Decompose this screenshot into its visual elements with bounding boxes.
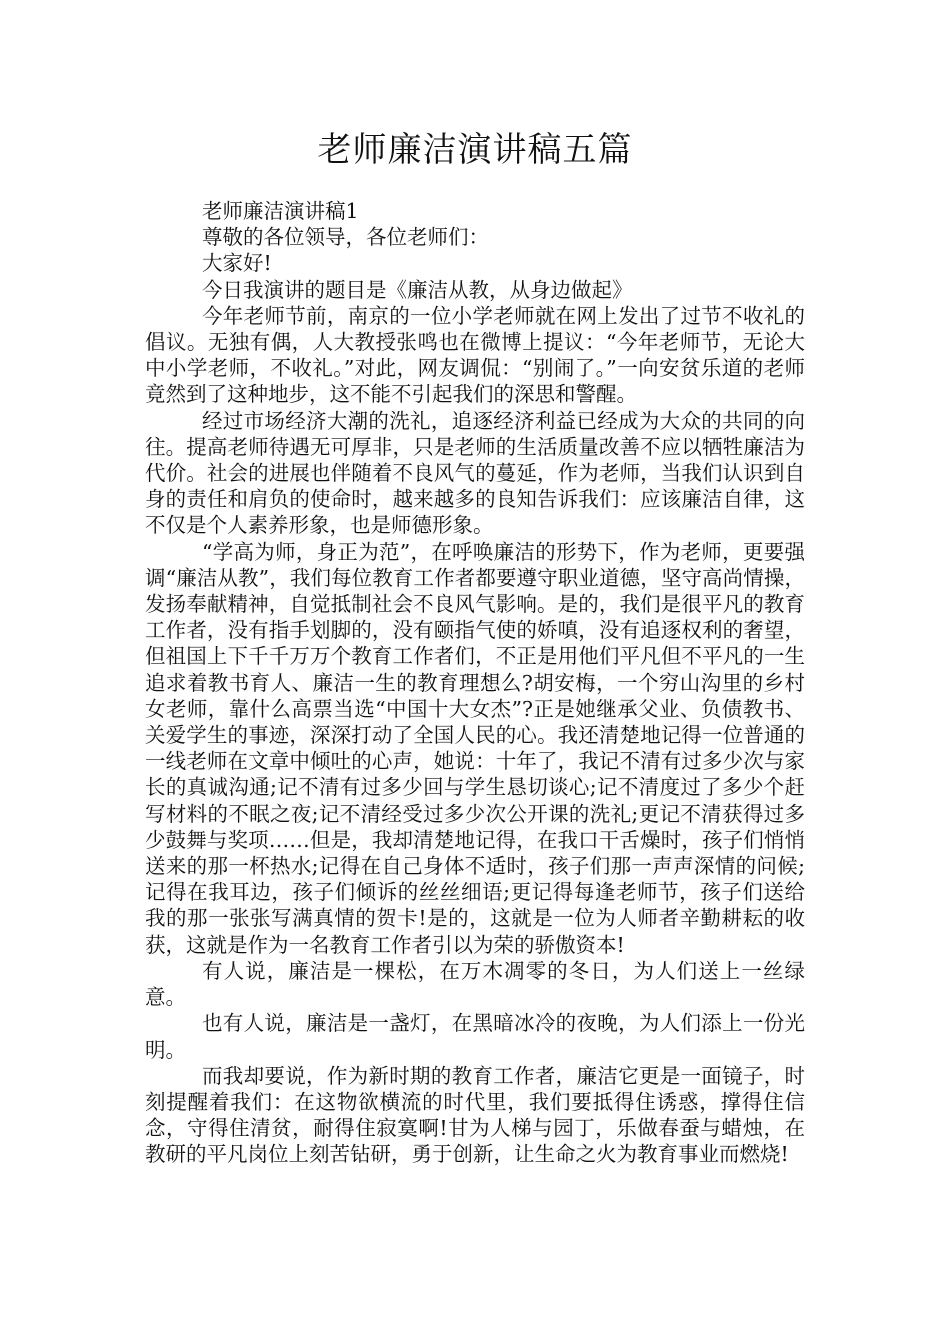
document-title: 老师廉洁演讲稿五篇 xyxy=(317,130,633,170)
paragraph: 今年老师节前，南京的一位小学老师就在网上发出了过节不收礼的倡议。无独有偶，人大教授张鸣也在微博上提议：“今年老师节，无论大中小学老师，不收礼。”对此，网友调侃：“别闹了。”一向安贫乐道的老师竟然到了这种地步，这不能不引起我们的深思和警醒。 xyxy=(145,303,805,407)
document-body xyxy=(145,198,805,1168)
paragraph: 而我却要说，作为新时期的教育工作者，廉洁它更是一面镜子，时刻提醒着我们：在这物欲横流的时代里，我们要抵得住诱惑，撑得住信念，守得住清贫，耐得住寂寞啊!甘为人梯与园丁，乐做春蚕与蜡烛，在教研的平凡岗位上刻苦钻研，勇于创新，让生命之火为教育事业而燃烧! xyxy=(145,1063,805,1167)
greeting: 大家好! xyxy=(202,251,272,276)
paragraph: 有人说，廉洁是一棵松，在万木凋零的冬日，为人们送上一丝绿意。 xyxy=(145,958,805,1010)
paragraph: “学高为师，身正为范”，在呼唤廉洁的形势下，作为老师，更要强调“廉洁从教”，我们每位教育工作者都要遵守职业道德，坚守高尚情操，发扬奉献精神，自觉抵制社会不良风气影响。是的，我们是很平凡的教育工作者，没有指手划脚的，没有颐指气使的娇嗔，没有追逐权利的奢望，但祖国上下千千万万个教育工作者们，不正是用他们平凡但不平凡的一生追求着教书育人、廉洁一生的教育理想么?胡安梅，一个穷山沟里的乡村女老师，靠什么高票当选“中国十大女杰”?正是她继承父业、负债教书、关爱学生的事迹，深深打动了全国人民的心。我还清楚地记得一位普通的一线老师在文章中倾吐的心声，她说：十年了，我记不清有过多少次与家长的真诚沟通;记不清有过多少回与学生恳切谈心;记不清度过了多少个赶写材料的不眠之夜;记不清经受过多少次公开课的洗礼;更记不清获得过多少鼓舞与奖项……但是，我却清楚地记得，在我口干舌燥时，孩子们悄悄送来的那一杯热水;记得在自己身体不适时，孩子们那一声声深情的问候;记得在我耳边，孩子们倾诉的丝丝细语;更记得每逢老师节，孩子们送给我的那一张张写满真情的贺卡!是的，这就是一位为人师者辛勤耕耘的收获，这就是作为一名教育工作者引以为荣的骄傲资本! xyxy=(145,539,805,957)
salutation: 尊敬的各位领导，各位老师们： xyxy=(202,225,489,250)
paragraph: 也有人说，廉洁是一盏灯，在黑暗冰冷的夜晚，为人们添上一份光明。 xyxy=(145,1011,805,1062)
paragraph: 经过市场经济大潮的洗礼，追逐经济利益已经成为大众的共同的向往。提高老师待遇无可厚非，只是老师的生活质量改善不应以牺牲廉洁为代价。社会的进展也伴随着不良风气的蔓延，作为老师，当我们认识到自身的责任和肩负的使命时，越来越多的良知告诉我们：应该廉洁自律，这不仅是个人素养形象，也是师德形象。 xyxy=(145,408,805,538)
speech-heading: 老师廉洁演讲稿1 xyxy=(202,199,359,223)
speech-topic: 今日我演讲的题目是《廉洁从教，从身边做起》 xyxy=(202,277,633,302)
